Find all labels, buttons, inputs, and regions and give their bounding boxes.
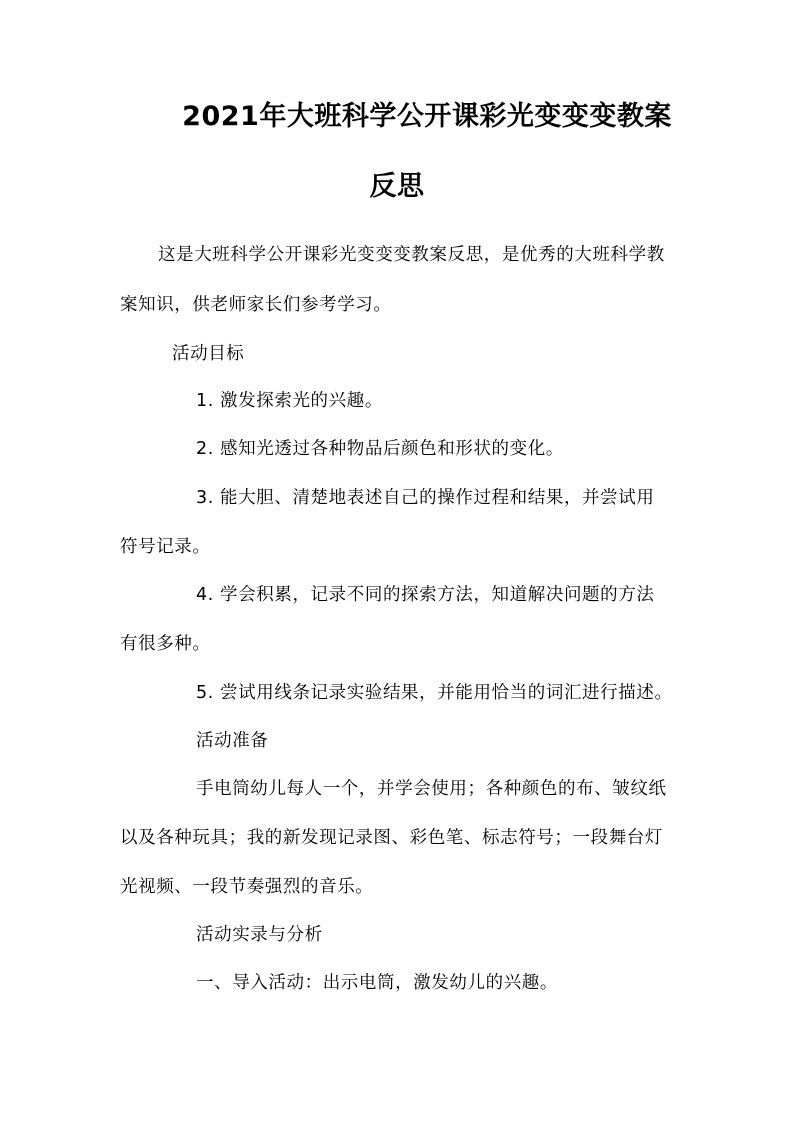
section-heading-preparation: 活动准备 xyxy=(196,731,269,751)
document-title: 2021年大班科学公开课彩光变变变教案 xyxy=(182,101,672,132)
goal-item: 5. 尝试用线条记录实验结果，并能用恰当的词汇进行描述。 xyxy=(196,683,673,703)
goal-item-continued: 符号记录。 xyxy=(120,537,211,557)
goal-item: 2. 感知光透过各种物品后颜色和形状的变化。 xyxy=(196,439,564,459)
section-heading-activity-record: 活动实录与分析 xyxy=(196,925,323,945)
goal-item: 4. 学会积累，记录不同的探索方法，知道解决问题的方法 xyxy=(196,585,655,605)
preparation-paragraph-line: 以及各种玩具；我的新发现记录图、彩色笔、标志符号；一段舞台灯 xyxy=(120,828,663,848)
intro-paragraph-line: 这是大班科学公开课彩光变变变教案反思，是优秀的大班科学教 xyxy=(158,245,665,265)
goal-item: 1. 激发探索光的兴趣。 xyxy=(196,391,383,411)
preparation-paragraph-line: 手电筒幼儿每人一个，并学会使用；各种颜色的布、皱纹纸 xyxy=(196,779,667,799)
goal-item: 3. 能大胆、清楚地表述自己的操作过程和结果，并尝试用 xyxy=(196,488,655,508)
section-heading-goals: 活动目标 xyxy=(172,344,245,364)
activity-step: 一、导入活动：出示电筒，激发幼儿的兴趣。 xyxy=(196,973,558,993)
goal-item-continued: 有很多种。 xyxy=(120,634,211,654)
intro-paragraph-line: 案知识，供老师家长们参考学习。 xyxy=(120,295,392,315)
document-title-continued: 反思 xyxy=(369,171,425,202)
preparation-paragraph-line: 光视频、一段节奏强烈的音乐。 xyxy=(120,877,374,897)
